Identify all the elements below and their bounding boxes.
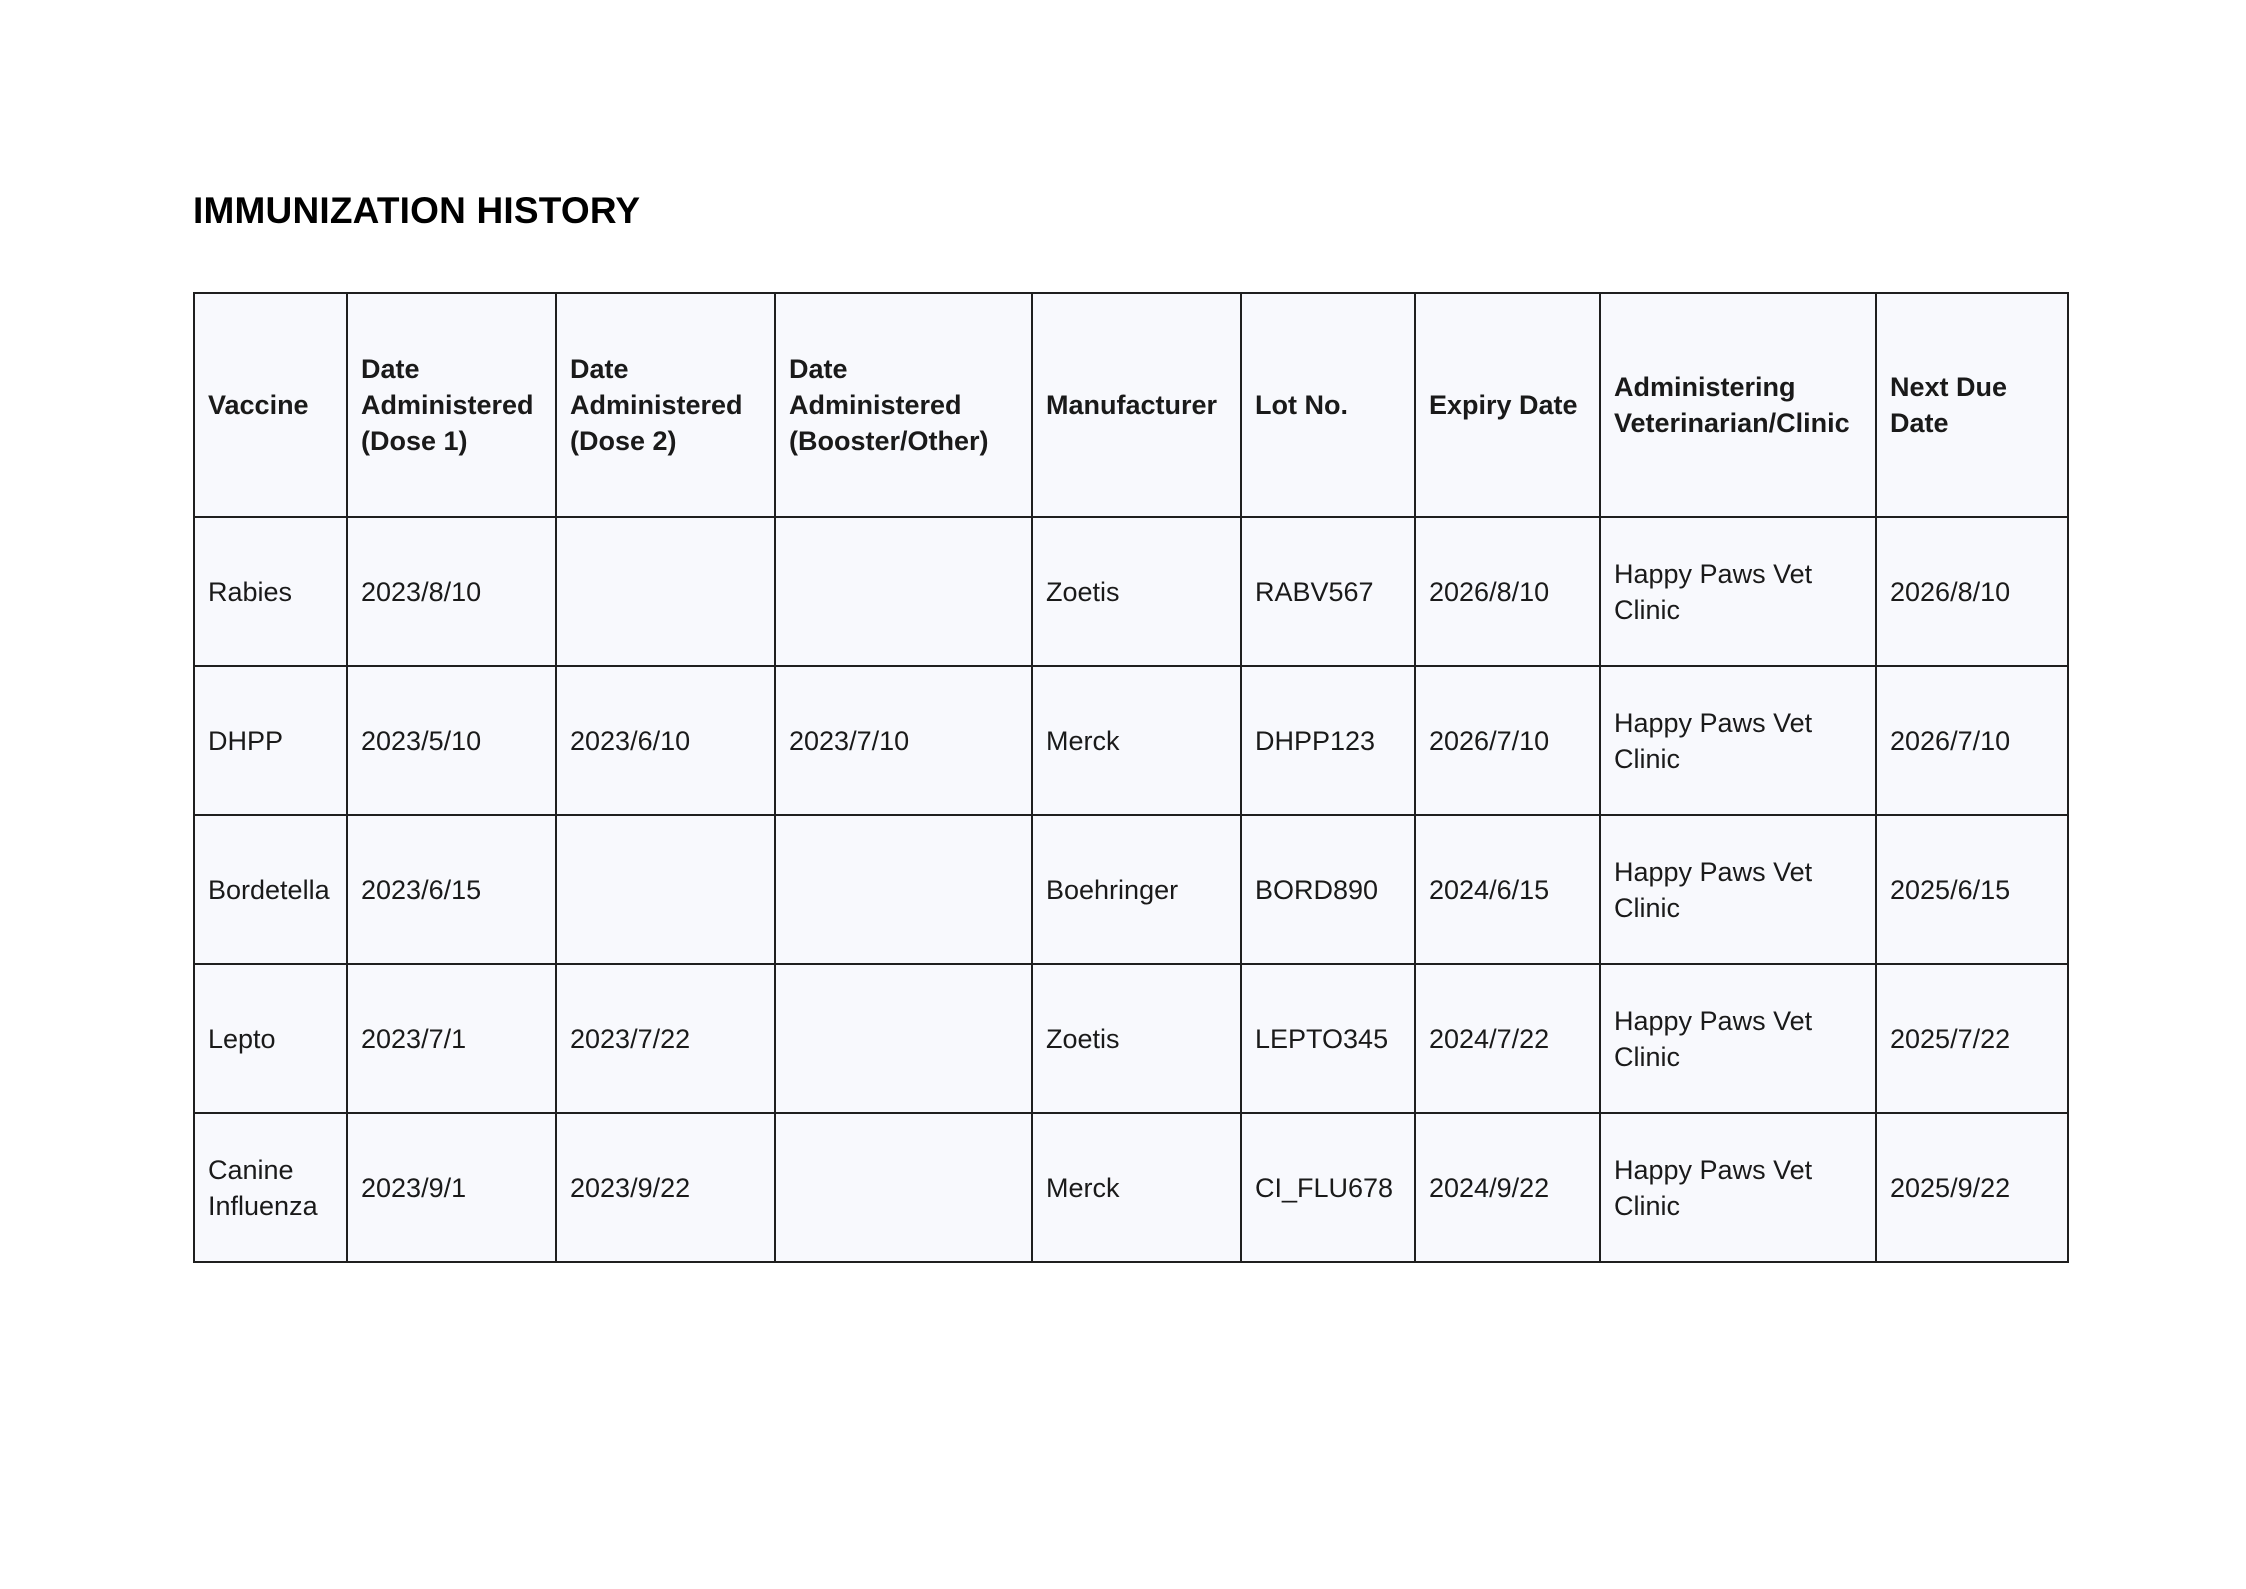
- column-header-booster: Date Administered (Booster/Other): [775, 293, 1032, 517]
- cell-booster: 2023/7/10: [775, 666, 1032, 815]
- cell-vaccine: Rabies: [194, 517, 347, 666]
- cell-manufacturer: Boehringer: [1032, 815, 1241, 964]
- cell-vaccine: Lepto: [194, 964, 347, 1113]
- cell-dose-1: 2023/8/10: [347, 517, 556, 666]
- immunization-table: [193, 292, 2069, 1263]
- cell-clinic: Happy Paws Vet Clinic: [1600, 964, 1876, 1113]
- cell-next-due-date: 2025/6/15: [1876, 815, 2068, 964]
- column-header-veterinarian-clinic: Administering Veterinarian/Clinic: [1600, 293, 1876, 517]
- cell-dose-1: 2023/7/1: [347, 964, 556, 1113]
- table-row: [194, 666, 2068, 815]
- cell-manufacturer: Merck: [1032, 1113, 1241, 1262]
- cell-booster: [775, 815, 1032, 964]
- cell-dose-2: 2023/7/22: [556, 964, 775, 1113]
- table-row: [194, 964, 2068, 1113]
- cell-vaccine: DHPP: [194, 666, 347, 815]
- page-title: IMMUNIZATION HISTORY: [193, 190, 641, 231]
- column-header-manufacturer: Manufacturer: [1032, 293, 1241, 517]
- cell-dose-1: 2023/5/10: [347, 666, 556, 815]
- cell-manufacturer: Zoetis: [1032, 517, 1241, 666]
- cell-lot-no: BORD890: [1241, 815, 1415, 964]
- cell-expiry-date: 2026/8/10: [1415, 517, 1600, 666]
- cell-manufacturer: Zoetis: [1032, 964, 1241, 1113]
- cell-vaccine: Canine Influenza: [194, 1113, 347, 1262]
- cell-lot-no: RABV567: [1241, 517, 1415, 666]
- cell-dose-1: 2023/6/15: [347, 815, 556, 964]
- cell-next-due-date: 2026/8/10: [1876, 517, 2068, 666]
- cell-dose-2: 2023/6/10: [556, 666, 775, 815]
- column-header-expiry-date: Expiry Date: [1415, 293, 1600, 517]
- table-row: [194, 1113, 2068, 1262]
- header-row: [194, 293, 2068, 517]
- cell-lot-no: CI_FLU678: [1241, 1113, 1415, 1262]
- cell-dose-2: 2023/9/22: [556, 1113, 775, 1262]
- cell-clinic: Happy Paws Vet Clinic: [1600, 1113, 1876, 1262]
- column-header-next-due-date: Next Due Date: [1876, 293, 2068, 517]
- cell-dose-1: 2023/9/1: [347, 1113, 556, 1262]
- cell-expiry-date: 2026/7/10: [1415, 666, 1600, 815]
- cell-lot-no: DHPP123: [1241, 666, 1415, 815]
- column-header-dose-2: Date Administered (Dose 2): [556, 293, 775, 517]
- table-row: [194, 517, 2068, 666]
- cell-vaccine: Bordetella: [194, 815, 347, 964]
- cell-lot-no: LEPTO345: [1241, 964, 1415, 1113]
- table-row: [194, 815, 2068, 964]
- cell-next-due-date: 2025/7/22: [1876, 964, 2068, 1113]
- cell-manufacturer: Merck: [1032, 666, 1241, 815]
- cell-booster: [775, 964, 1032, 1113]
- cell-next-due-date: 2025/9/22: [1876, 1113, 2068, 1262]
- cell-clinic: Happy Paws Vet Clinic: [1600, 517, 1876, 666]
- cell-clinic: Happy Paws Vet Clinic: [1600, 815, 1876, 964]
- cell-booster: [775, 517, 1032, 666]
- cell-expiry-date: 2024/7/22: [1415, 964, 1600, 1113]
- cell-clinic: Happy Paws Vet Clinic: [1600, 666, 1876, 815]
- cell-booster: [775, 1113, 1032, 1262]
- cell-expiry-date: 2024/6/15: [1415, 815, 1600, 964]
- cell-next-due-date: 2026/7/10: [1876, 666, 2068, 815]
- column-header-lot-no: Lot No.: [1241, 293, 1415, 517]
- cell-expiry-date: 2024/9/22: [1415, 1113, 1600, 1262]
- column-header-dose-1: Date Administered (Dose 1): [347, 293, 556, 517]
- cell-dose-2: [556, 815, 775, 964]
- column-header-vaccine: Vaccine: [194, 293, 347, 517]
- cell-dose-2: [556, 517, 775, 666]
